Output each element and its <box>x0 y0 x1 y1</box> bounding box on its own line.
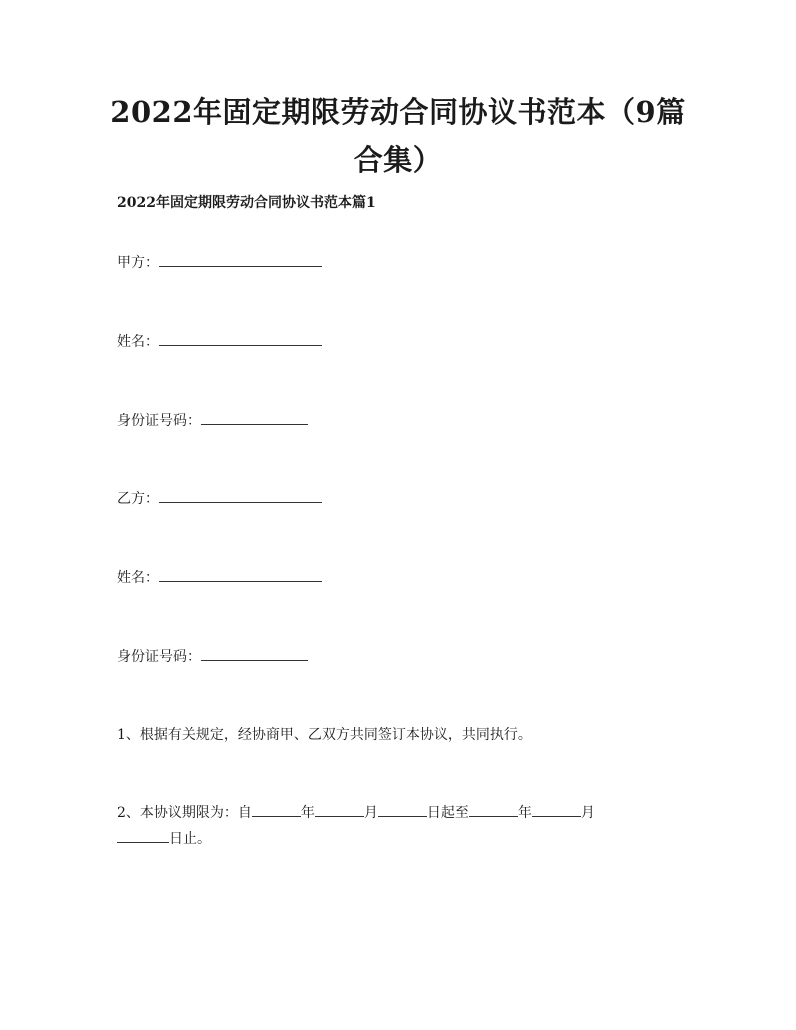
clause-2-end: 日止。 <box>169 831 211 847</box>
party-b-name-label: 姓名： <box>117 570 159 586</box>
party-a-name-blank <box>159 331 322 346</box>
party-a-id-blank <box>201 410 308 425</box>
end-year-blank <box>469 802 518 817</box>
party-b-id-line <box>117 646 308 668</box>
party-b-id-blank <box>201 646 308 661</box>
clause-2-year-1: 年 <box>300 805 315 821</box>
start-year-blank <box>252 802 301 817</box>
end-month-blank <box>532 802 581 817</box>
party-b-blank <box>159 488 322 503</box>
start-day-blank <box>378 802 427 817</box>
clause-1: 1、根据有关规定，经协商甲、乙双方共同签订本协议，共同执行。 <box>117 727 532 743</box>
end-day-blank <box>117 828 169 843</box>
party-a-id-line <box>117 410 308 432</box>
party-a-name-label: 姓名： <box>117 334 159 350</box>
party-b-line <box>117 488 322 510</box>
clause-2-month-2: 月 <box>580 805 595 821</box>
party-a-label: 甲方： <box>117 255 159 271</box>
party-b-name-line <box>117 567 322 589</box>
document-title-line-1: 2022年固定期限劳动合同协议书范本（9篇 <box>110 95 686 129</box>
document-title <box>100 88 696 184</box>
party-a-id-label: 身份证号码： <box>117 413 201 429</box>
document-title-line-2: 合集） <box>353 143 443 177</box>
start-month-blank <box>315 802 364 817</box>
clause-2-month-1: 月 <box>363 805 378 821</box>
section-heading: 2022年固定期限劳动合同协议书范本篇1 <box>117 195 376 211</box>
party-b-name-blank <box>159 567 322 582</box>
party-a-blank <box>159 252 322 267</box>
party-b-label: 乙方： <box>117 491 159 507</box>
party-b-id-label: 身份证号码： <box>117 649 201 665</box>
party-a-name-line <box>117 331 322 353</box>
party-a-line <box>117 252 322 274</box>
clause-2-prefix: 2、本协议期限为：自 <box>117 805 252 821</box>
clause-2 <box>117 800 677 852</box>
clause-2-day-start: 日起至 <box>426 805 469 821</box>
clause-2-year-2: 年 <box>517 805 532 821</box>
